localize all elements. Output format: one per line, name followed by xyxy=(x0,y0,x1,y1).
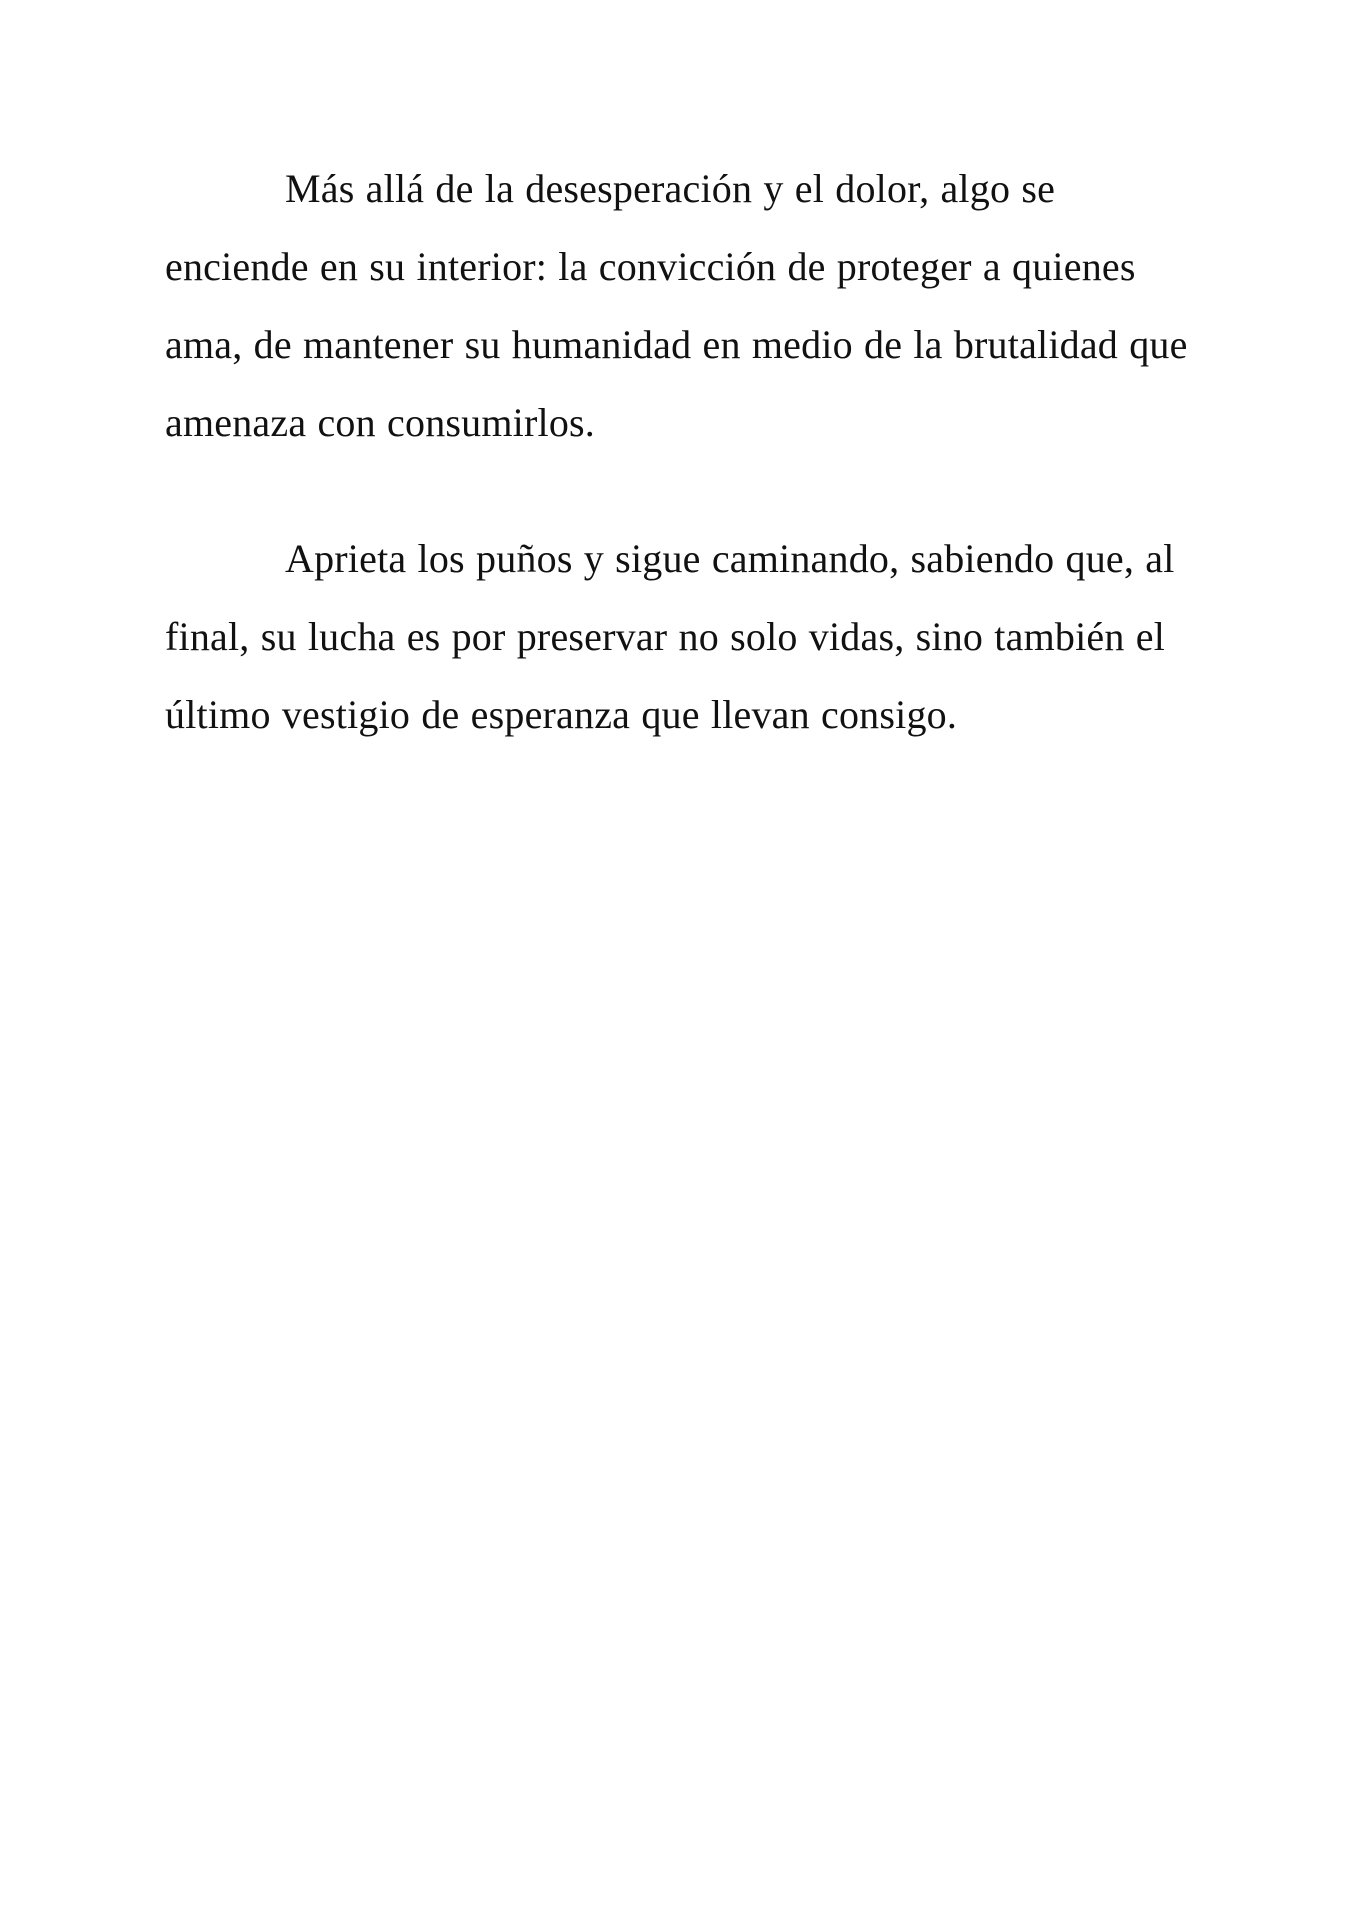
paragraph-2: Aprieta los puños y sigue caminando, sabiendo que, al final, su lucha es por preservar no solo vidas, sino también el último vestigio de esperanza que llevan consigo. xyxy=(165,536,1175,737)
document-text-body xyxy=(165,150,1199,754)
paragraph-1: Más allá de la desesperación y el dolor, algo se enciende en su interior: la convicción de proteger a quienes ama, de mantener su humanidad en medio de la brutalidad que amenaza con consumirlos. xyxy=(165,166,1188,445)
